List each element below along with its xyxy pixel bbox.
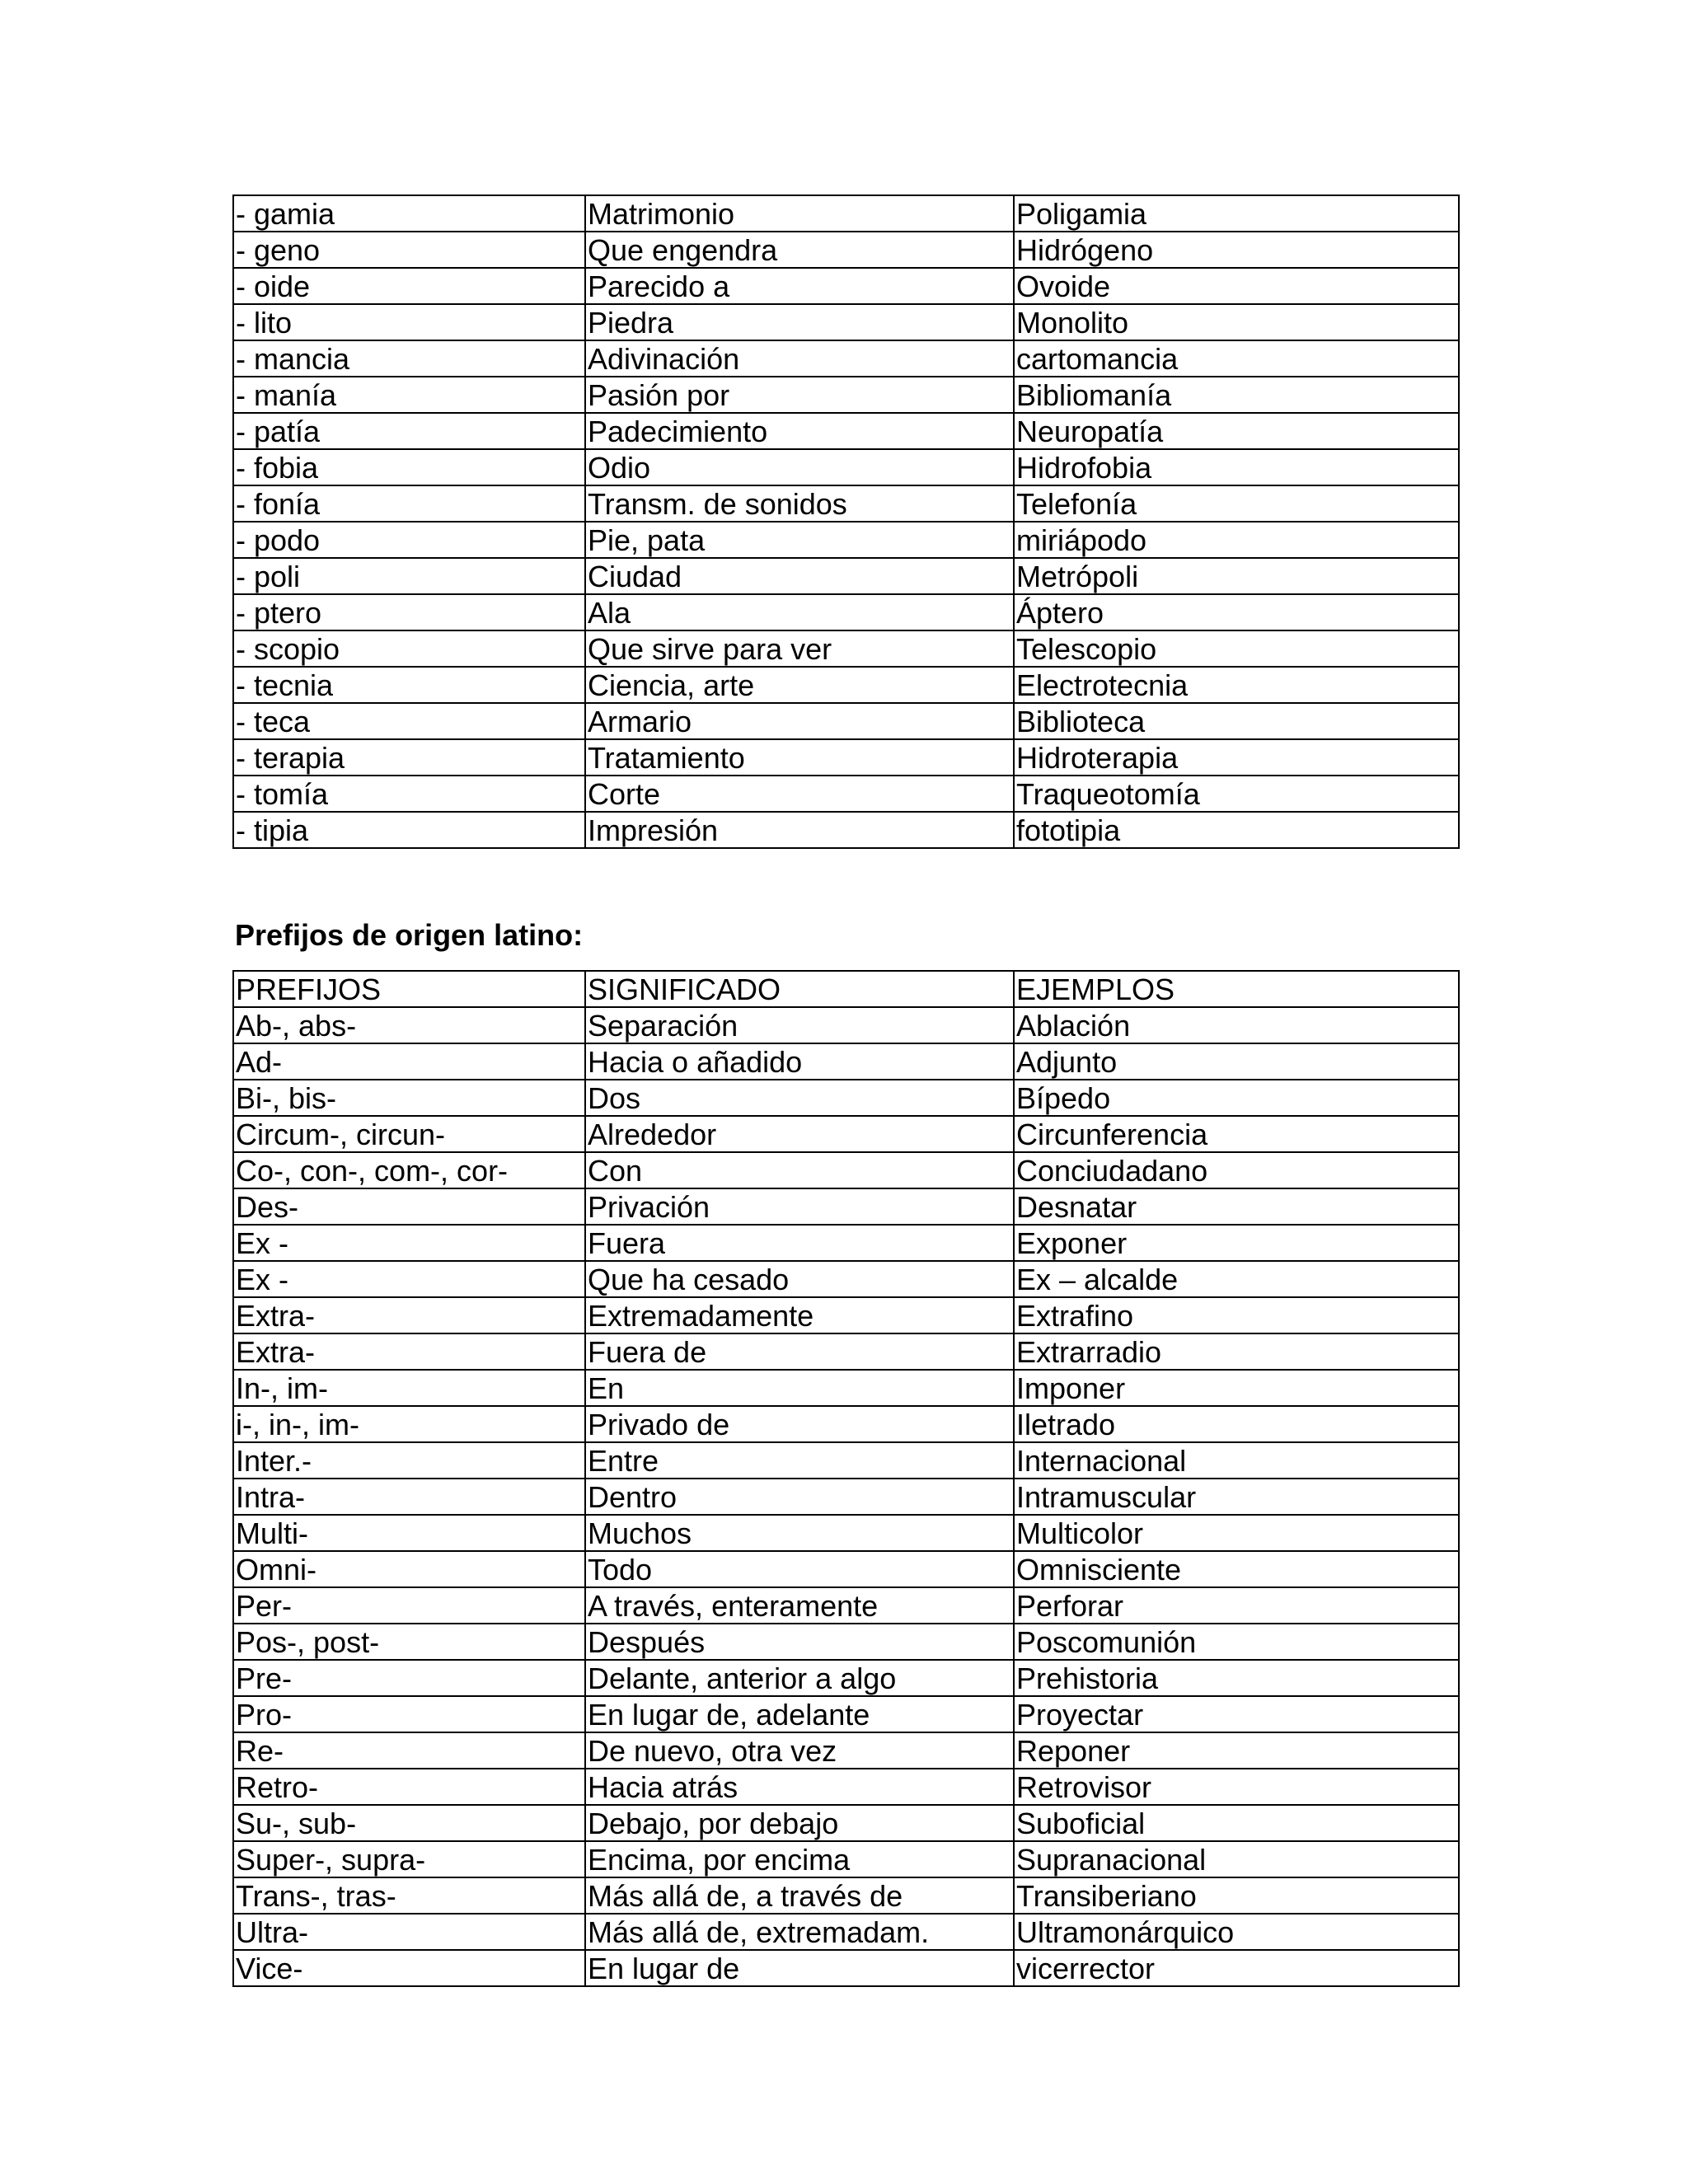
table-row bbox=[233, 1479, 1459, 1515]
table-row bbox=[233, 1624, 1459, 1660]
meaning-cell: Privación bbox=[585, 1188, 1014, 1225]
table-row bbox=[233, 413, 1459, 449]
example-cell: Proyectar bbox=[1014, 1696, 1459, 1732]
example-cell: Poscomunión bbox=[1014, 1624, 1459, 1660]
meaning-cell: Delante, anterior a algo bbox=[585, 1660, 1014, 1696]
affix-cell: Pro- bbox=[233, 1696, 585, 1732]
greek-suffix-table-body bbox=[233, 195, 1459, 848]
meaning-cell: En lugar de bbox=[585, 1950, 1014, 1986]
meaning-cell: Corte bbox=[585, 776, 1014, 812]
affix-cell: Intra- bbox=[233, 1479, 585, 1515]
meaning-cell: A través, enteramente bbox=[585, 1587, 1014, 1624]
example-cell: Electrotecnia bbox=[1014, 667, 1459, 703]
meaning-cell: Extremadamente bbox=[585, 1297, 1014, 1333]
meaning-cell: Parecido a bbox=[585, 268, 1014, 304]
meaning-cell: Padecimiento bbox=[585, 413, 1014, 449]
latin-prefixes-title: Prefijos de origen latino: bbox=[235, 918, 584, 952]
meaning-cell: Transm. de sonidos bbox=[585, 485, 1014, 522]
latin-prefix-table bbox=[232, 970, 1460, 1987]
table-row bbox=[233, 449, 1459, 485]
meaning-cell: Que engendra bbox=[585, 232, 1014, 268]
meaning-cell: Hacia o añadido bbox=[585, 1043, 1014, 1080]
meaning-cell: Odio bbox=[585, 449, 1014, 485]
meaning-cell: Con bbox=[585, 1152, 1014, 1188]
example-cell: Monolito bbox=[1014, 304, 1459, 340]
meaning-cell: Todo bbox=[585, 1551, 1014, 1587]
affix-cell: - terapia bbox=[233, 739, 585, 776]
table-row bbox=[233, 1152, 1459, 1188]
example-cell: Adjunto bbox=[1014, 1043, 1459, 1080]
affix-cell: Extra- bbox=[233, 1297, 585, 1333]
meaning-cell: Ciencia, arte bbox=[585, 667, 1014, 703]
affix-cell: - geno bbox=[233, 232, 585, 268]
example-cell: Ovoide bbox=[1014, 268, 1459, 304]
table-row bbox=[233, 1515, 1459, 1551]
affix-cell: - tipia bbox=[233, 812, 585, 848]
meaning-cell: Después bbox=[585, 1624, 1014, 1660]
meaning-cell: Entre bbox=[585, 1442, 1014, 1479]
affix-cell: Ex - bbox=[233, 1225, 585, 1261]
example-cell: Bibliomanía bbox=[1014, 377, 1459, 413]
example-cell: Bípedo bbox=[1014, 1080, 1459, 1116]
meaning-cell: Pasión por bbox=[585, 377, 1014, 413]
affix-cell: i-, in-, im- bbox=[233, 1406, 585, 1442]
table-row bbox=[233, 485, 1459, 522]
affix-cell: - gamia bbox=[233, 195, 585, 232]
affix-cell: - tecnia bbox=[233, 667, 585, 703]
meaning-cell: Armario bbox=[585, 703, 1014, 739]
meaning-cell: Ala bbox=[585, 594, 1014, 630]
example-cell: Reponer bbox=[1014, 1732, 1459, 1769]
meaning-cell: Muchos bbox=[585, 1515, 1014, 1551]
meaning-cell: Fuera de bbox=[585, 1333, 1014, 1370]
meaning-cell: Debajo, por debajo bbox=[585, 1805, 1014, 1841]
table-row bbox=[233, 1080, 1459, 1116]
meaning-cell: Dos bbox=[585, 1080, 1014, 1116]
meaning-cell: Separación bbox=[585, 1007, 1014, 1043]
example-cell: Suboficial bbox=[1014, 1805, 1459, 1841]
example-cell: Traqueotomía bbox=[1014, 776, 1459, 812]
meaning-cell: Más allá de, a través de bbox=[585, 1877, 1014, 1914]
affix-cell: Extra- bbox=[233, 1333, 585, 1370]
table-row bbox=[233, 558, 1459, 594]
table-row bbox=[233, 1950, 1459, 1986]
example-cell: Prehistoria bbox=[1014, 1660, 1459, 1696]
example-cell: Transiberiano bbox=[1014, 1877, 1459, 1914]
example-cell: cartomancia bbox=[1014, 340, 1459, 377]
table-row bbox=[233, 522, 1459, 558]
table-row bbox=[233, 630, 1459, 667]
affix-cell: - poli bbox=[233, 558, 585, 594]
affix-cell: Ultra- bbox=[233, 1914, 585, 1950]
table-row bbox=[233, 1370, 1459, 1406]
example-cell: Conciudadano bbox=[1014, 1152, 1459, 1188]
example-cell: Ablación bbox=[1014, 1007, 1459, 1043]
table-row bbox=[233, 1841, 1459, 1877]
affix-cell: Pos-, post- bbox=[233, 1624, 585, 1660]
table-row bbox=[233, 812, 1459, 848]
example-cell: Metrópoli bbox=[1014, 558, 1459, 594]
table-row bbox=[233, 195, 1459, 232]
meaning-cell: Piedra bbox=[585, 304, 1014, 340]
meaning-cell: Adivinación bbox=[585, 340, 1014, 377]
affix-cell: - podo bbox=[233, 522, 585, 558]
table-row bbox=[233, 1660, 1459, 1696]
example-cell: Circunferencia bbox=[1014, 1116, 1459, 1152]
example-cell: Áptero bbox=[1014, 594, 1459, 630]
affix-cell: - patía bbox=[233, 413, 585, 449]
affix-cell: In-, im- bbox=[233, 1370, 585, 1406]
meaning-cell: Tratamiento bbox=[585, 739, 1014, 776]
example-cell: Supranacional bbox=[1014, 1841, 1459, 1877]
table-row bbox=[233, 1696, 1459, 1732]
example-cell: Omnisciente bbox=[1014, 1551, 1459, 1587]
affix-cell: Pre- bbox=[233, 1660, 585, 1696]
table-row bbox=[233, 1914, 1459, 1950]
header-significado: SIGNIFICADO bbox=[585, 971, 1014, 1007]
table-row bbox=[233, 667, 1459, 703]
table-row bbox=[233, 340, 1459, 377]
header-prefijos: PREFIJOS bbox=[233, 971, 585, 1007]
example-cell: Ex – alcalde bbox=[1014, 1261, 1459, 1297]
meaning-cell: Dentro bbox=[585, 1479, 1014, 1515]
affix-cell: Super-, supra- bbox=[233, 1841, 585, 1877]
example-cell: Hidrofobia bbox=[1014, 449, 1459, 485]
example-cell: Hidroterapia bbox=[1014, 739, 1459, 776]
example-cell: Hidrógeno bbox=[1014, 232, 1459, 268]
table-row bbox=[233, 1225, 1459, 1261]
affix-cell: Trans-, tras- bbox=[233, 1877, 585, 1914]
example-cell: Extrarradio bbox=[1014, 1333, 1459, 1370]
table-row bbox=[233, 1043, 1459, 1080]
meaning-cell: Que sirve para ver bbox=[585, 630, 1014, 667]
meaning-cell: En lugar de, adelante bbox=[585, 1696, 1014, 1732]
example-cell: Biblioteca bbox=[1014, 703, 1459, 739]
affix-cell: Co-, con-, com-, cor- bbox=[233, 1152, 585, 1188]
affix-cell: Inter.- bbox=[233, 1442, 585, 1479]
table-row bbox=[233, 232, 1459, 268]
affix-cell: Circum-, circun- bbox=[233, 1116, 585, 1152]
meaning-cell: Alrededor bbox=[585, 1116, 1014, 1152]
table-row bbox=[233, 1551, 1459, 1587]
affix-cell: Su-, sub- bbox=[233, 1805, 585, 1841]
table-row bbox=[233, 703, 1459, 739]
meaning-cell: De nuevo, otra vez bbox=[585, 1732, 1014, 1769]
table-row bbox=[233, 1116, 1459, 1152]
affix-cell: Bi-, bis- bbox=[233, 1080, 585, 1116]
meaning-cell: Hacia atrás bbox=[585, 1769, 1014, 1805]
meaning-cell: Matrimonio bbox=[585, 195, 1014, 232]
example-cell: vicerrector bbox=[1014, 1950, 1459, 1986]
affix-cell: Omni- bbox=[233, 1551, 585, 1587]
meaning-cell: Fuera bbox=[585, 1225, 1014, 1261]
meaning-cell: Ciudad bbox=[585, 558, 1014, 594]
meaning-cell: Que ha cesado bbox=[585, 1261, 1014, 1297]
affix-cell: - manía bbox=[233, 377, 585, 413]
affix-cell: - lito bbox=[233, 304, 585, 340]
affix-cell: - tomía bbox=[233, 776, 585, 812]
affix-cell: Ex - bbox=[233, 1261, 585, 1297]
example-cell: fototipia bbox=[1014, 812, 1459, 848]
latin-prefix-table-body bbox=[233, 971, 1459, 1986]
meaning-cell: Más allá de, extremadam. bbox=[585, 1914, 1014, 1950]
example-cell: Multicolor bbox=[1014, 1515, 1459, 1551]
affix-cell: - teca bbox=[233, 703, 585, 739]
meaning-cell: Encima, por encima bbox=[585, 1841, 1014, 1877]
affix-cell: Retro- bbox=[233, 1769, 585, 1805]
example-cell: Iletrado bbox=[1014, 1406, 1459, 1442]
affix-cell: - scopio bbox=[233, 630, 585, 667]
meaning-cell: En bbox=[585, 1370, 1014, 1406]
example-cell: Poligamia bbox=[1014, 195, 1459, 232]
table-row bbox=[233, 1442, 1459, 1479]
affix-cell: Ab-, abs- bbox=[233, 1007, 585, 1043]
table-row bbox=[233, 268, 1459, 304]
table-row bbox=[233, 1261, 1459, 1297]
table-row bbox=[233, 739, 1459, 776]
example-cell: Retrovisor bbox=[1014, 1769, 1459, 1805]
table-row bbox=[233, 1188, 1459, 1225]
greek-suffix-table bbox=[232, 194, 1460, 849]
meaning-cell: Privado de bbox=[585, 1406, 1014, 1442]
table-row bbox=[233, 1333, 1459, 1370]
meaning-cell: Impresión bbox=[585, 812, 1014, 848]
table-row bbox=[233, 1587, 1459, 1624]
table-row bbox=[233, 304, 1459, 340]
example-cell: Desnatar bbox=[1014, 1188, 1459, 1225]
affix-cell: Vice- bbox=[233, 1950, 585, 1986]
example-cell: Telefonía bbox=[1014, 485, 1459, 522]
affix-cell: Re- bbox=[233, 1732, 585, 1769]
example-cell: miriápodo bbox=[1014, 522, 1459, 558]
table-row bbox=[233, 1297, 1459, 1333]
table-row bbox=[233, 1007, 1459, 1043]
table-row bbox=[233, 594, 1459, 630]
example-cell: Imponer bbox=[1014, 1370, 1459, 1406]
table-row bbox=[233, 1805, 1459, 1841]
example-cell: Extrafino bbox=[1014, 1297, 1459, 1333]
example-cell: Intramuscular bbox=[1014, 1479, 1459, 1515]
affix-cell: - fonía bbox=[233, 485, 585, 522]
affix-cell: Multi- bbox=[233, 1515, 585, 1551]
affix-cell: Des- bbox=[233, 1188, 585, 1225]
affix-cell: - oide bbox=[233, 268, 585, 304]
header-ejemplos: EJEMPLOS bbox=[1014, 971, 1459, 1007]
meaning-cell: Pie, pata bbox=[585, 522, 1014, 558]
table-row bbox=[233, 1406, 1459, 1442]
table-row bbox=[233, 776, 1459, 812]
table-row bbox=[233, 377, 1459, 413]
example-cell: Ultramonárquico bbox=[1014, 1914, 1459, 1950]
example-cell: Internacional bbox=[1014, 1442, 1459, 1479]
table-header-row bbox=[233, 971, 1459, 1007]
affix-cell: - fobia bbox=[233, 449, 585, 485]
example-cell: Perforar bbox=[1014, 1587, 1459, 1624]
affix-cell: - mancia bbox=[233, 340, 585, 377]
table-row bbox=[233, 1732, 1459, 1769]
table-row bbox=[233, 1877, 1459, 1914]
affix-cell: - ptero bbox=[233, 594, 585, 630]
affix-cell: Per- bbox=[233, 1587, 585, 1624]
table-row bbox=[233, 1769, 1459, 1805]
affix-cell: Ad- bbox=[233, 1043, 585, 1080]
example-cell: Neuropatía bbox=[1014, 413, 1459, 449]
example-cell: Exponer bbox=[1014, 1225, 1459, 1261]
example-cell: Telescopio bbox=[1014, 630, 1459, 667]
